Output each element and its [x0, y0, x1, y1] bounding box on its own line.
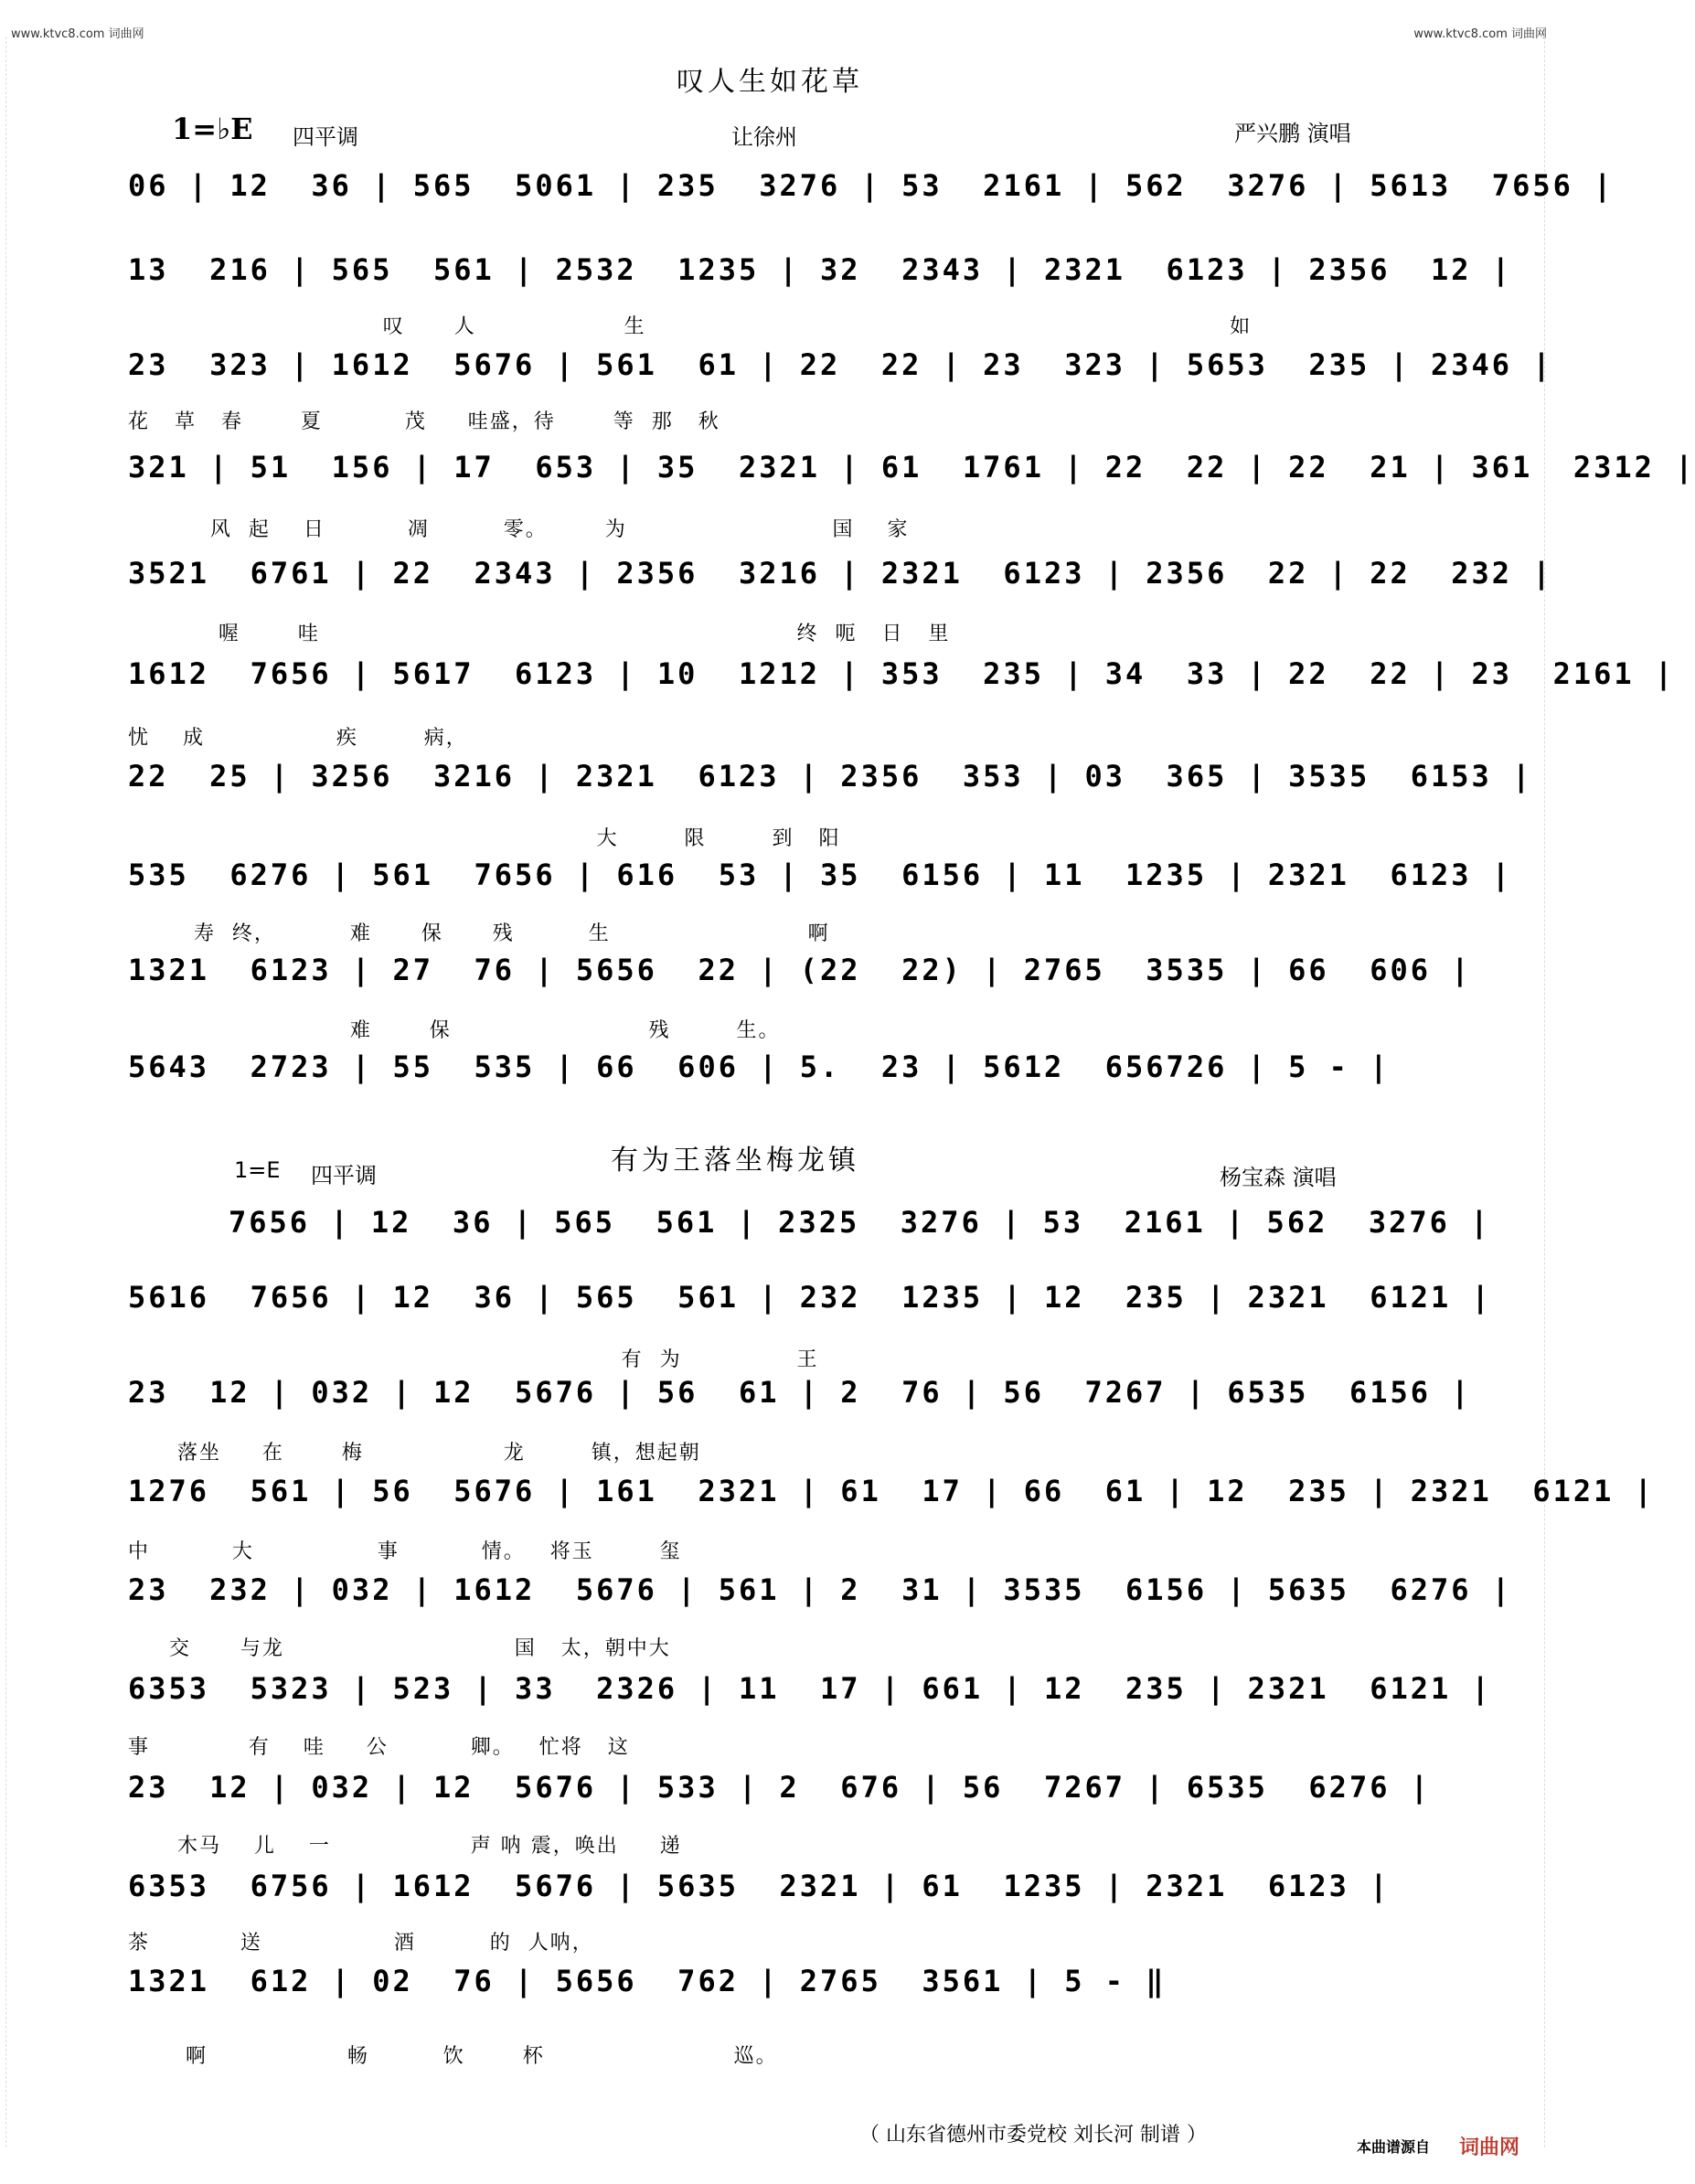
song2-notes-row: 6353 6756 | 1612 5676 | 5635 2321 | 61 1235 | 2321 6123 | [128, 1869, 1391, 1903]
song1-notes-row: 321 | 51 156 | 17 653 | 35 2321 | 61 1761 | 22 22 | 22 21 | 361 2312 | [128, 450, 1695, 485]
song1-notes-row: 1612 7656 | 5617 6123 | 10 1212 | 353 235 | 34 33 | 22 22 | 23 2161 | [128, 656, 1676, 691]
song2-lyrics-row: 落坐 在 梅 龙 镇，想起朝 [128, 1442, 701, 1465]
song2-notes-row: 7656 | 12 36 | 565 561 | 2325 3276 | 53 2161 | 562 3276 | [229, 1205, 1491, 1240]
song1-lyrics-row: 喔 哇 终 呃 日 里 [128, 623, 951, 645]
source-label: 本曲谱源自 [1357, 2138, 1431, 2156]
song1-notes-row: 06 | 12 36 | 565 5061 | 235 3276 | 53 2161 | 562 3276 | 5613 7656 | [128, 168, 1615, 203]
song2-notes-row: 1321 612 | 02 76 | 5656 762 | 2765 3561 | 5 - ‖ [128, 1964, 1167, 1998]
song1-notes-row: 5643 2723 | 55 535 | 66 606 | 5. 23 | 5612 656726 | 5 - | [128, 1049, 1391, 1084]
song2-lyrics-row: 木马 儿 一 声 呐 震，唤出 递 [128, 1835, 682, 1858]
song1-key: 1=♭E [172, 112, 253, 146]
song2-notes-row: 23 12 | 032 | 12 5676 | 533 | 2 676 | 56 7267 | 6535 6276 | [128, 1770, 1431, 1805]
song1-lyrics-row: 大 限 到 阳 [128, 827, 841, 850]
watermark-left: www.ktvc8.com 词曲网 [11, 27, 144, 41]
song2-mode: 四平调 [311, 1163, 377, 1188]
song1-opera: 让徐州 [731, 124, 797, 150]
watermark-right: www.ktvc8.com 词曲网 [1413, 27, 1547, 41]
song1-singer: 严兴鹏 演唱 [1234, 121, 1351, 146]
song2-lyrics-row: 茶 送 酒 的 人呐， [128, 1932, 594, 1955]
song1-lyrics-row: 叹 人 生 如 [128, 315, 1253, 338]
song2-lyrics-row: 有 为 王 [128, 1348, 819, 1371]
song2-notes-row: 5616 7656 | 12 36 | 565 561 | 232 1235 | 12 235 | 2321 6121 | [128, 1280, 1492, 1315]
left-watermark-strip [5, 37, 14, 2147]
song1-notes-row: 3521 6761 | 22 2343 | 2356 3216 | 2321 6123 | 2356 22 | 22 232 | [128, 556, 1553, 591]
song1-notes-row: 22 25 | 3256 3216 | 2321 6123 | 2356 353 | 03 365 | 3535 6153 | [128, 759, 1533, 794]
song1-lyrics-row: 花 草 春 夏 茂 哇盛，待 等 那 秋 [128, 410, 720, 433]
song1-lyrics-row: 忧 成 疾 病， [128, 727, 468, 750]
song2-lyrics-row: 事 有 哇 公 卿。 忙将 这 [128, 1736, 630, 1759]
song2-notes-row: 23 12 | 032 | 12 5676 | 56 61 | 2 76 | 56 7267 | 6535 6156 | [128, 1375, 1472, 1410]
song2-title: 有为王落坐梅龙镇 [611, 1145, 859, 1177]
song1-notes-row: 1321 6123 | 27 76 | 5656 22 | (22 22) | 2765 3535 | 66 606 | [128, 953, 1472, 987]
credit-line: （ 山东省德州市委党校 刘长河 制谱 ） [859, 2124, 1207, 2147]
song2-lyrics-row: 交 与龙 国 太，朝中大 [128, 1637, 671, 1660]
song1-notes-row: 23 323 | 1612 5676 | 561 61 | 22 22 | 23 323 | 5653 235 | 2346 | [128, 347, 1553, 382]
song1-lyrics-row: 寿 终， 难 保 残 生 啊 [128, 922, 830, 945]
song2-singer: 杨宝森 演唱 [1220, 1165, 1337, 1190]
song1-lyrics-row: 风 起 日 凋 零。 为 国 家 [128, 518, 910, 541]
song2-key: 1=E [234, 1157, 281, 1183]
brand-logo: 词曲网 [1459, 2136, 1520, 2159]
song2-notes-row: 1276 561 | 56 5676 | 161 2321 | 61 17 | 66 61 | 12 235 | 2321 6121 | [128, 1474, 1655, 1508]
song1-notes-row: 13 216 | 565 561 | 2532 1235 | 32 2343 | 2321 6123 | 2356 12 | [128, 252, 1513, 287]
song1-mode: 四平调 [293, 124, 358, 150]
song2-notes-row: 23 232 | 032 | 1612 5676 | 561 | 2 31 | 3535 6156 | 5635 6276 | [128, 1572, 1513, 1607]
song1-notes-row: 535 6276 | 561 7656 | 616 53 | 35 6156 | 11 1235 | 2321 6123 | [128, 858, 1513, 892]
song1-title: 叹人生如花草 [677, 66, 863, 98]
song2-notes-row: 6353 5323 | 523 | 33 2326 | 11 17 | 661 | 12 235 | 2321 6121 | [128, 1671, 1492, 1706]
song2-lyrics-row: 中 大 事 情。 将玉 玺 [128, 1540, 682, 1563]
song1-lyrics-row: 难 保 残 生。 [128, 1019, 781, 1042]
song1-lyrics-row [128, 214, 1430, 243]
song2-lyrics-row: 啊 畅 饮 杯 巡。 [128, 2045, 778, 2068]
